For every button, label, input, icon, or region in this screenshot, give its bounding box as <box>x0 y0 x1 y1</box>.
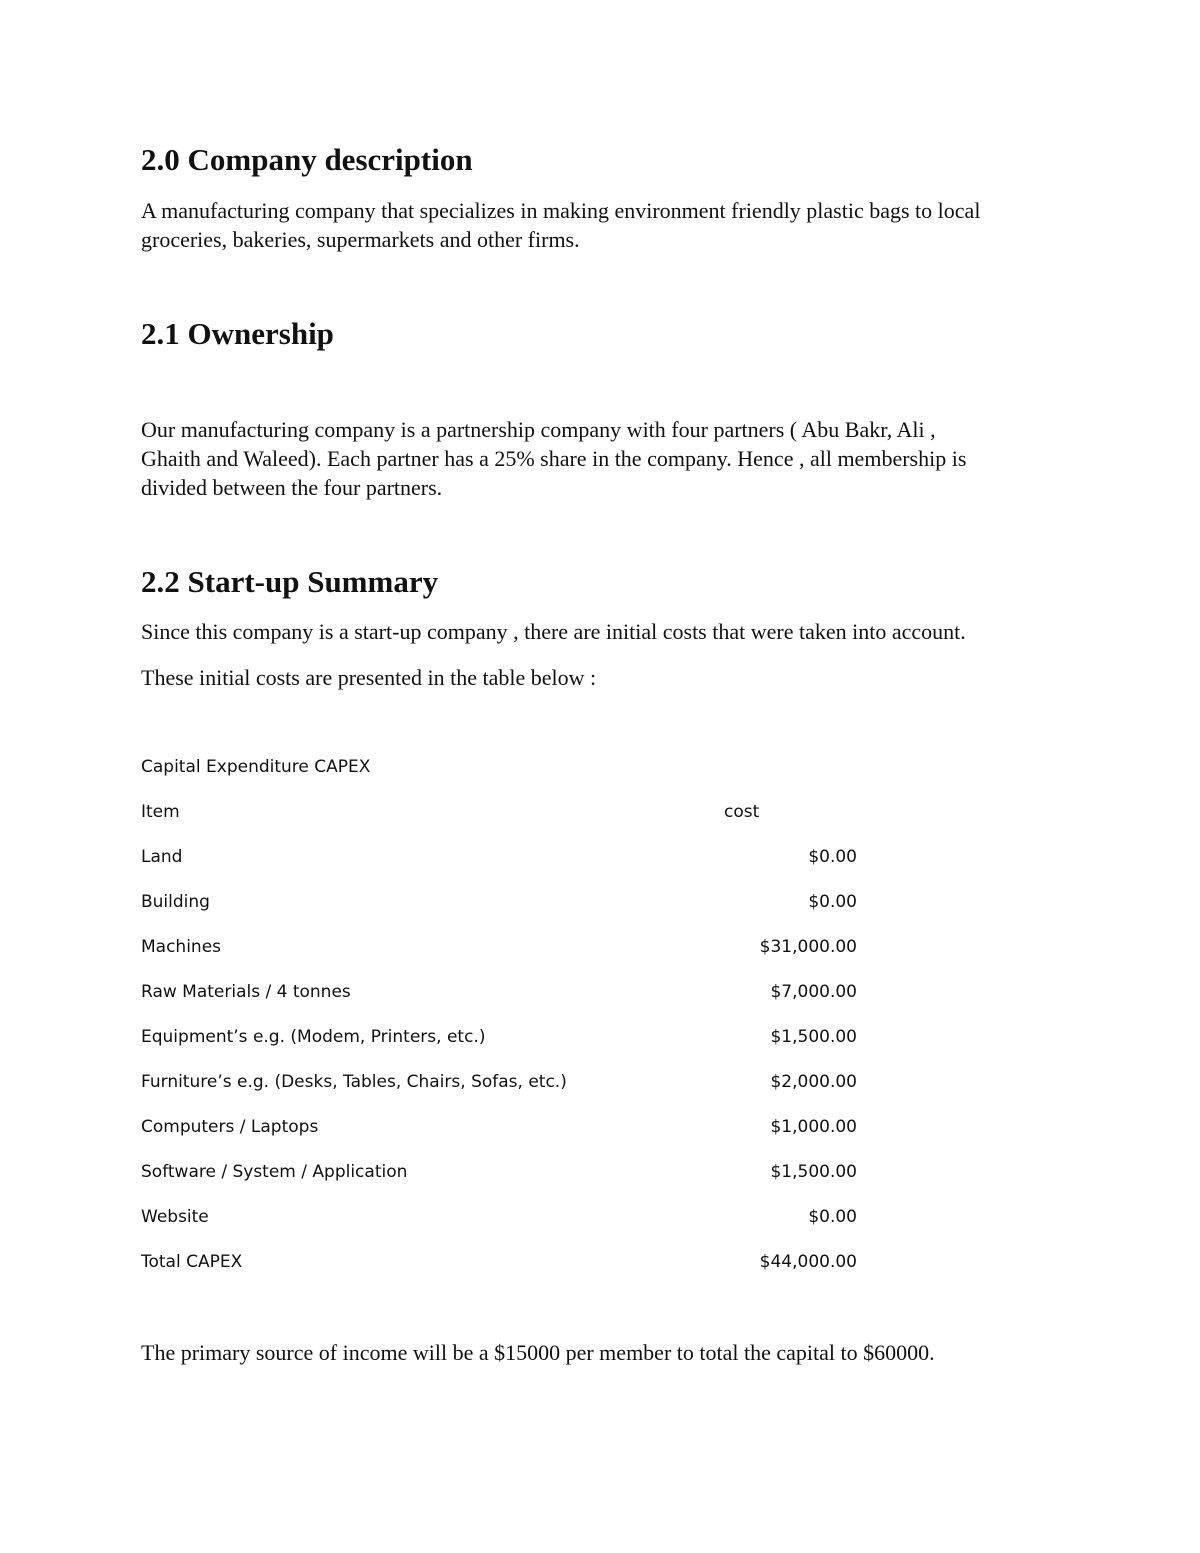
capex-row-cost: $0.00 <box>808 1207 857 1227</box>
ownership-line-1: Our manufacturing company is a partnership company with four partners ( Abu Bakr, Ali , <box>141 417 936 442</box>
capex-row-item: Building <box>141 892 210 912</box>
capex-row-total <box>141 1245 857 1290</box>
capex-row-item: Software / System / Application <box>141 1162 408 1182</box>
capex-header-cost: cost <box>724 802 760 822</box>
heading-ownership: 2.1 Ownership <box>141 316 334 351</box>
startup-summary-line-2: These initial costs are presented in the table below : <box>141 665 597 690</box>
capex-row-item: Website <box>141 1207 209 1227</box>
ownership-line-3: divided between the four partners. <box>141 475 443 500</box>
startup-summary-line-1: Since this company is a start-up company , there are initial costs that were taken into account. <box>141 619 966 644</box>
capex-row-item: Equipment’s e.g. (Modem, Printers, etc.) <box>141 1027 486 1047</box>
capex-row-item: Total CAPEX <box>141 1252 243 1272</box>
capex-table <box>141 750 857 1290</box>
capex-row-computers <box>141 1110 857 1155</box>
capex-row-cost: $1,000.00 <box>770 1117 857 1137</box>
capex-row-machines <box>141 930 857 975</box>
capex-row-cost: $2,000.00 <box>770 1072 857 1092</box>
closing-paragraph: The primary source of income will be a $15000 per member to total the capital to $60000. <box>141 1340 935 1365</box>
company-description-line-2: groceries, bakeries, supermarkets and other firms. <box>141 227 580 252</box>
capex-table-title: Capital Expenditure CAPEX <box>141 757 371 777</box>
capex-table-header <box>141 795 857 840</box>
capex-row-item: Furniture’s e.g. (Desks, Tables, Chairs, Sofas, etc.) <box>141 1072 567 1092</box>
capex-row-equipment <box>141 1020 857 1065</box>
capex-row-item: Raw Materials / 4 tonnes <box>141 982 351 1002</box>
capex-row-item: Computers / Laptops <box>141 1117 319 1137</box>
ownership-line-2: Ghaith and Waleed). Each partner has a 25% share in the company. Hence , all membership is <box>141 446 967 471</box>
capex-row-cost: $1,500.00 <box>770 1027 857 1047</box>
capex-row-item: Machines <box>141 937 222 957</box>
capex-row-land <box>141 840 857 885</box>
capex-row-cost: $0.00 <box>808 892 857 912</box>
capex-row-cost: $44,000.00 <box>759 1252 857 1272</box>
capex-row-building <box>141 885 857 930</box>
capex-row-item: Land <box>141 847 183 867</box>
capex-row-website <box>141 1200 857 1245</box>
capex-row-cost: $31,000.00 <box>759 937 857 957</box>
capex-row-software <box>141 1155 857 1200</box>
capex-row-cost: $7,000.00 <box>770 982 857 1002</box>
company-description-line-1: A manufacturing company that specializes in making environment friendly plastic bags to local <box>141 198 981 223</box>
capex-row-cost: $1,500.00 <box>770 1162 857 1182</box>
heading-startup-summary: 2.2 Start-up Summary <box>141 564 439 599</box>
capex-header-item: Item <box>141 802 180 822</box>
capex-row-raw-materials <box>141 975 857 1020</box>
capex-row-cost: $0.00 <box>808 847 857 867</box>
heading-company-description: 2.0 Company description <box>141 142 473 177</box>
capex-row-furniture <box>141 1065 857 1110</box>
